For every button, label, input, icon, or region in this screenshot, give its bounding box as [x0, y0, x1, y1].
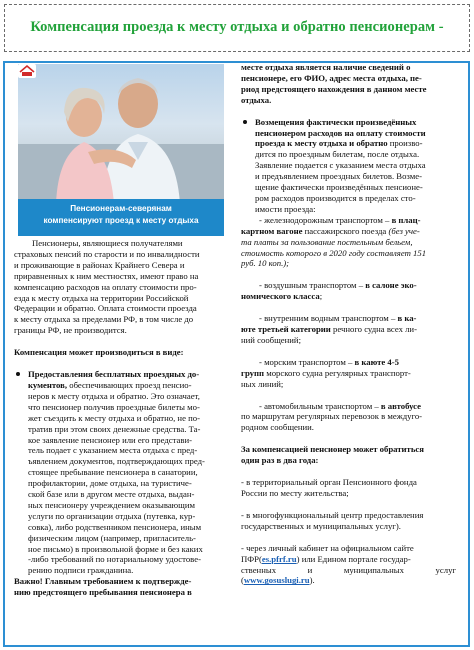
text-bold: юте третьей категории: [241, 324, 331, 335]
text-span: ).: [309, 575, 315, 586]
text-line: тель подает с указанием места отдыха с пред-: [28, 445, 198, 456]
text-line: -либо требований по нотариальному удостове-: [28, 554, 201, 565]
list-item-free-tickets: [14, 369, 228, 576]
text-line: совка), либо родственником пенсионера, иным: [28, 521, 202, 532]
text-line: профилактории, доме отдыха, на туристиче-: [28, 478, 192, 489]
sea-paragraph: [241, 357, 456, 390]
text-line: месте отдыха является наличие сведений о: [241, 62, 411, 72]
text-bold: в автобусе: [380, 400, 421, 411]
text-line: имости проезда:: [255, 203, 316, 214]
text-line: по маршрутам регулярных перевозок в междуго-: [241, 411, 423, 422]
right-column: [241, 62, 456, 586]
air-paragraph: - воздушным транспортом – в салоне эко- номического класса;: [241, 280, 417, 302]
text-line: Заявление подается с указанием места отдыха: [255, 160, 426, 171]
text-bold: групп: [241, 367, 265, 378]
bus-paragraph: [241, 401, 456, 434]
text-line: жет съездить к месту отдыха и обратно, не по-: [28, 412, 200, 423]
water-paragraph: [241, 313, 456, 346]
photo-caption-band: [18, 199, 224, 236]
text-line: Пенсионеры, являющиеся получателями: [32, 238, 183, 248]
text-line: дится по проездным билетам, после отдыха.: [255, 149, 420, 160]
text-line: границы РФ, не производится.: [14, 325, 127, 336]
caption-line-1: Пенсионерам-северянам: [70, 204, 172, 213]
where-heading-2: один раз в два года:: [241, 455, 319, 466]
important-line-1: Важно! Главным требованием к подтвержде-: [14, 576, 192, 587]
text-line: компенсацию расходов на оплату стоимости про-: [14, 281, 197, 292]
text-line: стоящее пребывание пенсионера в санатории,: [28, 467, 198, 478]
intro-paragraph: [14, 238, 228, 336]
text-line: ных линий;: [241, 378, 284, 389]
text-line: Федерации и обратно. Оплата стоимости проезда: [14, 303, 197, 314]
text-line: родном сообщении.: [241, 422, 314, 433]
text-bold: кументов,: [28, 379, 68, 390]
text-span: речного судна всех ли-: [330, 324, 417, 335]
text-line: пенсионером расходов на оплату стоимости: [255, 127, 426, 138]
text-line: стоимость которого в 2020 году составляет 151: [241, 247, 427, 258]
where-heading-1: За компенсацией пенсионер может обратиться: [241, 444, 424, 455]
important-line-2: нию предстоящего пребывания пенсионера в: [14, 587, 192, 598]
text-line: езда к месту отдыха на территории Российской: [14, 292, 189, 303]
text-line: отдыха.: [241, 94, 272, 105]
text-line: и проживающие в районах Крайнего Севера и: [14, 259, 185, 270]
text-line: к месту отдыха за пределами РФ, в том числе до: [14, 314, 194, 325]
text-line: пенсионере, его ФИО, адрес места отдыха, пе-: [241, 72, 422, 83]
text-line: риод предстоящего нахождения в данном месте: [241, 83, 427, 94]
text-line: [241, 565, 456, 576]
text-line: ное письмо) в произвольной форме и без каких: [28, 543, 203, 554]
pensioners-photo: [18, 64, 224, 236]
text-line: страховых пенсий по старости и по инвалидности: [14, 248, 200, 259]
text-span: ственных: [241, 564, 277, 575]
header-box: [4, 4, 470, 52]
list-item-reimbursement: [241, 117, 456, 215]
left-column: [14, 238, 228, 598]
text-line: услуги по организации отдыха (путевка, кур-: [28, 510, 196, 521]
gosuslugi-link[interactable]: www.gosuslugi.ru: [243, 575, 310, 586]
text-span: (: [241, 575, 244, 586]
text-span: муниципальных: [343, 564, 404, 575]
text-span: пассажирского поезда: [302, 225, 389, 236]
text-span: ПФР(: [241, 553, 262, 564]
text-span: ) или Едином портале государ-: [296, 553, 411, 564]
text-line: - через личный кабинет на официальном сайте: [241, 542, 414, 553]
text-line: Предоставления бесплатных проездных до-: [28, 369, 200, 380]
bullet-icon: [16, 372, 20, 376]
text-line: кое заявление пенсионер или его представи-: [28, 434, 193, 445]
text-line: рению подписи гражданина.: [28, 565, 134, 576]
text-line: та платы за пользование постельным бельем,: [241, 236, 413, 247]
text-line: - в многофункциональный центр предоставления: [241, 509, 424, 520]
pfr-site-link[interactable]: es.pfrf.ru: [261, 553, 297, 564]
text-line: руб. 10 коп.);: [241, 258, 290, 269]
pfr-logo-icon: [18, 64, 36, 78]
continued-paragraph: [241, 62, 456, 106]
text-line: государственных и муниципальных услуг).: [241, 520, 401, 531]
text-span: - морским транспортом –: [259, 356, 355, 367]
forms-heading: Компенсация может производиться в виде:: [14, 347, 184, 358]
text-bold: в ка-: [397, 313, 417, 324]
text-span: и: [307, 564, 313, 575]
text-span: - автомобильным транспортом –: [259, 400, 381, 411]
text-line: ний сообщений;: [241, 334, 301, 345]
text-bold: картном вагоне: [241, 225, 303, 236]
text-line: щение фактически произведённых пенсионе-: [255, 182, 423, 193]
text-line: ъявлением документов, подтверждающих пред-: [28, 456, 205, 467]
text-span: - внутренним водным транспортом –: [259, 313, 398, 324]
text-line: ской базе или в другом месте отдыха, выдан-: [28, 489, 195, 500]
text-line: - в территориальный орган Пенсионного фонда: [241, 477, 417, 488]
text-italic: (без уче-: [388, 225, 420, 236]
text-span: произво-: [387, 138, 423, 149]
text-line: Возмещения фактически произведённых: [255, 116, 417, 127]
text-bold: в салоне эко-: [365, 280, 417, 291]
text-span: обеспечивающих проезд пенсио-: [67, 379, 192, 390]
text-span: морского судна регулярных транспорт-: [264, 367, 411, 378]
photo-caption: [18, 203, 224, 227]
text-span: - железнодорожным транспортом –: [259, 214, 392, 225]
text-bold: в плац-: [391, 214, 421, 225]
text-span: услуг: [435, 564, 456, 575]
bullet-icon: [243, 120, 247, 124]
text-line: физическим лицом (например, пригласитель-: [28, 532, 196, 543]
text-line: приравненных к ним местностях, имеют право на: [14, 270, 199, 281]
text-bold: в каюте 4-5: [354, 356, 400, 367]
text-line: и предъявлением проездных билетов. Возме-: [255, 171, 422, 182]
text-line: неров к месту отдыха и обратно. Это означает,: [28, 390, 200, 401]
text-line: тратив при этом своих денежные средства. Та-: [28, 423, 201, 434]
text-line: что пенсионер получив проездные билеты мо-: [28, 401, 200, 412]
rail-paragraph: [241, 215, 456, 270]
text-line: ных пенсионеру учреждением оказывающим: [28, 499, 195, 510]
text-bold: проезда к месту отдыха и обратно: [255, 138, 388, 149]
caption-line-2: компенсируют проезд к месту отдыха: [43, 216, 199, 225]
text-bold: номического класса: [241, 291, 320, 302]
text-line: России по месту жительства;: [241, 488, 349, 498]
text-line: ром расходов производится в пределах сто-: [255, 192, 416, 203]
page-title: Компенсация проезда к месту отдыха и обратно пенсионерам -: [30, 19, 444, 35]
text-span: - воздушным транспортом –: [259, 280, 366, 291]
